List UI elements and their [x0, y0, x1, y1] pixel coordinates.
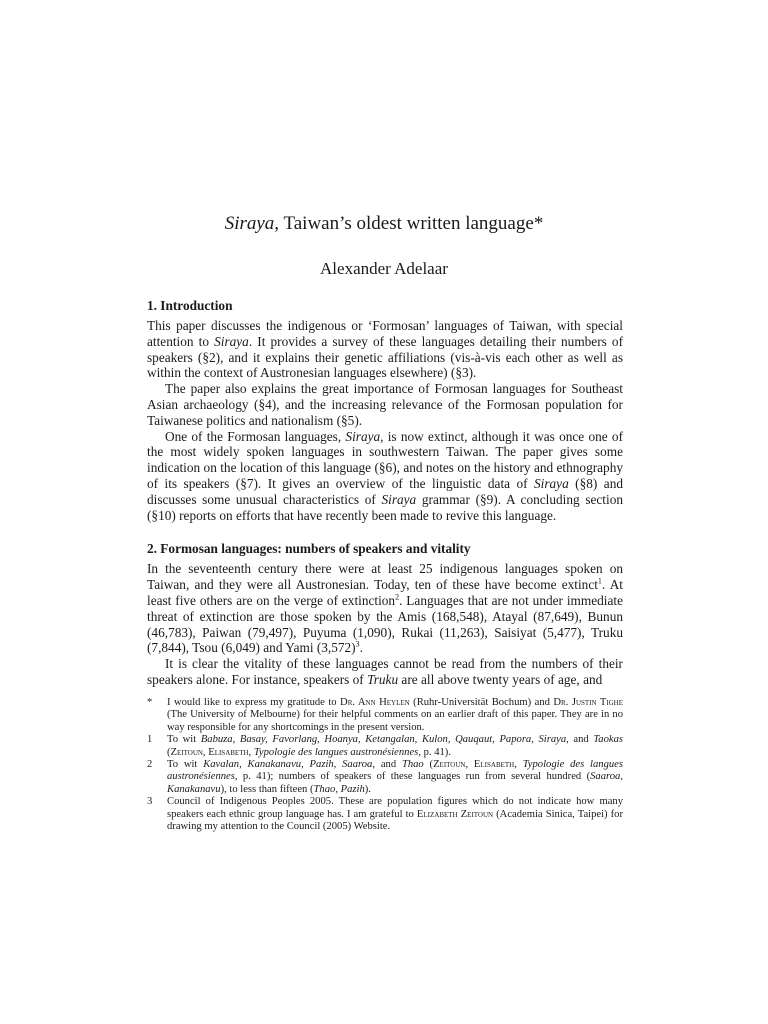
italic-term: Truku [367, 671, 399, 687]
person-name: Dr. Ann Heylen [340, 697, 410, 708]
text: (Academia Sinica, Taipei) for drawing my attention to the Council (2005) Website. [167, 808, 623, 833]
text: (The University of Melbourne) for their helpful comments on an earlier draft of this paper. They are in no way responsible for any shortcomings in the present version. [167, 709, 623, 733]
text: ( [423, 759, 434, 771]
text: . It provides a survey of these languages detailing their numbers of speakers (§2), and it explains their genetic affiliations (vis-à-vis each other as well as within the context of Austronesian languages elsewhere) (§3). [147, 333, 623, 381]
paragraph [147, 429, 623, 524]
italic-term: Thao, Pazih [313, 783, 365, 795]
text: ), to less than fifteen ( [220, 783, 314, 795]
title-rest: Taiwan’s oldest written language [279, 213, 534, 234]
text: ). [364, 783, 371, 795]
footnote-ref[interactable]: 1 [597, 576, 602, 586]
text: This paper discusses the indigenous or ‘Formosan’ languages of Taiwan, with special attention to [147, 318, 623, 349]
italic-term: Saaroa, Kanakanavu [167, 771, 623, 795]
text: and [375, 759, 402, 771]
text: To wit [167, 734, 201, 746]
footnote-mark: 3 [147, 796, 153, 808]
author-name: Alexander Adelaar [320, 259, 448, 278]
person-name: Elizabeth Zeitoun [416, 808, 494, 820]
footnote-mark: * [147, 697, 153, 708]
text: ( [167, 746, 171, 758]
text: (§8) and discusses some unusual characteristics of [147, 475, 623, 507]
footnote-mark: 2 [147, 759, 153, 771]
text: Council of Indigenous Peoples 2005. These are population figures which do not indicate how many speakers each ethnic group language has. I am grateful to [167, 796, 623, 820]
italic-term: Siraya [381, 491, 417, 507]
text: In the seventeenth century there were at least 25 indigenous languages spoken on Taiwan, and they were all Austronesian. Today, ten of these have become extinct [147, 561, 623, 593]
text: . At least five others are on the verge of extinction [147, 577, 623, 608]
text: . [359, 640, 363, 656]
person-name: Zeitoun, Elisabeth, [170, 746, 252, 758]
italic-term: Taokas [593, 734, 623, 746]
italic-term: Babuza, Basay, Favorlang, Hoanya, Ketangalan, Kulon, Qauqaut, Papora, Siraya, [200, 734, 569, 746]
footnotes [147, 697, 623, 833]
text: , p. 41). [418, 746, 451, 758]
text: , p. 41); numbers of speakers of these languages run from several hundred ( [234, 771, 591, 783]
title-block [0, 212, 768, 280]
text: and [568, 734, 594, 746]
italic-term: Siraya [214, 333, 249, 349]
footnote-ref[interactable]: 2 [395, 592, 400, 602]
person-name: Dr. Justin Tighe [553, 697, 624, 708]
book-title: Typologie des langues austronésiennes [167, 759, 623, 783]
text: (Ruhr-Universität Bochum) and [409, 697, 554, 708]
italic-term: Thao [401, 759, 424, 771]
paper-title [0, 212, 768, 236]
italic-term: Siraya [534, 475, 569, 491]
body-text [147, 298, 623, 688]
book-title: Typologie des langues austronésiennes [253, 746, 419, 758]
title-star: * [533, 213, 544, 234]
text: are all above twenty years of age, and [398, 671, 603, 687]
person-name: Zeitoun, Elisabeth, [433, 759, 517, 771]
paragraph [147, 318, 623, 381]
section-heading: 1. Introduction [147, 298, 233, 313]
footnote-text [167, 697, 623, 734]
text: . Languages that are not under immediate threat of extinction are those spoken by the Amis (168,548), Atayal (87,649), Bunun (46,783), Paiwan (79,497), Puyuma (1,090), Rukai (11,263), Saisiyat (5,477), Truku (7,844), Tsou (6,049) and Yami (3,572) [147, 592, 623, 656]
footnote-mark: 1 [147, 734, 153, 746]
footnote-ref[interactable]: 3 [355, 639, 360, 649]
footnote-text [167, 759, 623, 796]
paragraph [147, 561, 623, 656]
text: grammar (§9). A concluding section (§10) reports on efforts that have recently been made to revive this language. [147, 491, 623, 523]
italic-term: Siraya [345, 428, 381, 444]
section-formosan-languages [147, 541, 623, 687]
footnote [147, 796, 623, 833]
footnote [147, 734, 623, 759]
paragraph [147, 656, 623, 688]
footnote-text [167, 734, 623, 759]
footnote [147, 759, 623, 796]
paragraph: The paper also explains the great importance of Formosan languages for Southeast Asian archaeology (§4), and the increasing relevance of the Formosan population for Taiwanese politics and nationalism (§5). [147, 381, 623, 428]
section-heading: 2. Formosan languages: numbers of speakers and vitality [147, 541, 471, 557]
title-italic: Siraya, [224, 213, 280, 234]
text: It is clear the vitality of these languages cannot be read from the numbers of their speakers alone. For instance, speakers of [147, 656, 623, 687]
text: I would like to express my gratitude to [167, 697, 341, 708]
footnote-text [167, 796, 623, 833]
text: , is now extinct, although it was once one of the most widely spoken languages in southwestern Taiwan. The paper gives some indication on the location of this language (§6), and notes on the history and ethnography of its speakers (§7). It gives an overview of the linguistic data of [147, 428, 623, 491]
text: To wit [167, 759, 204, 771]
section-introduction [147, 298, 623, 523]
text: One of the Formosan languages, [165, 428, 346, 444]
footnote [147, 697, 623, 734]
italic-term: Kavalan, Kanakanavu, Pazih, Saaroa, [203, 759, 376, 771]
